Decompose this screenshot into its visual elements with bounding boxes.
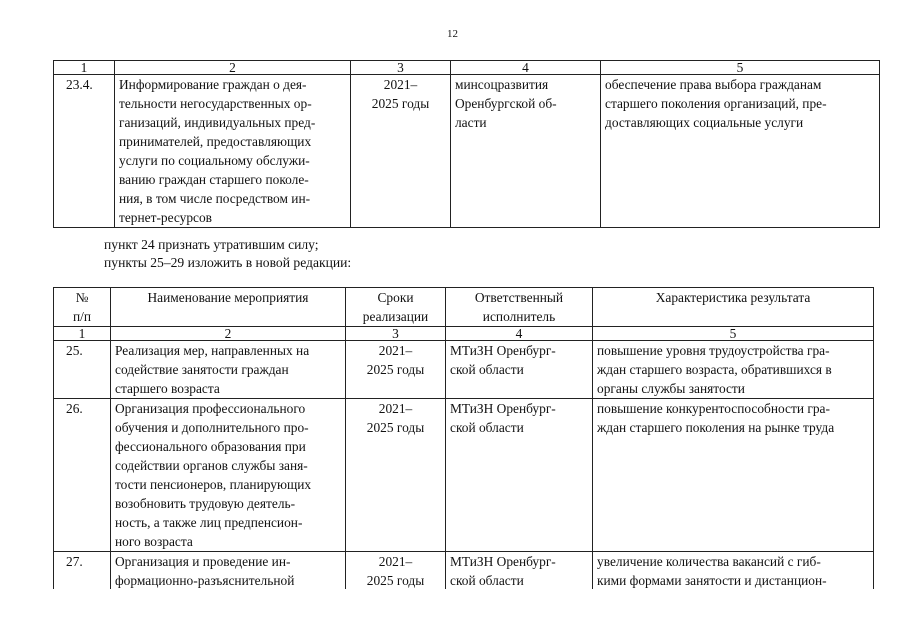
column-number-row [54, 327, 874, 341]
column-number-cell: 3 [351, 61, 451, 75]
result-cell: повышение конкурентоспособности гра- ждан старшего поколения на рынке труда [593, 399, 874, 552]
column-number-cell: 1 [54, 61, 115, 75]
period-cell: 2021– 2025 годы [346, 399, 446, 552]
executor-cell: МТиЗН Оренбург- ской области [446, 399, 593, 552]
activity-name: Информирование граждан о дея- тельности негосударственных ор- ганизаций, индивидуальных пред- принимателей, предоставляющих услуги по социальному обслужи- ванию граждан старшего поколе- ния, в том числе посредством ин- тернет-ресурсов [115, 75, 351, 228]
header-row [54, 288, 874, 327]
period-cell: 2021– 2025 годы [351, 75, 451, 228]
header-name: Наименование мероприятия [111, 288, 346, 327]
activity-name: Организация и проведение ин- формационно-разъяснительной [111, 552, 346, 610]
result-cell: увеличение количества вакансий с гиб- кими формами занятости и дистанцион- [593, 552, 874, 610]
amendment-note: пункты 25–29 изложить в новой редакции: [104, 255, 352, 270]
executor-cell: МТиЗН Оренбург- ской области [446, 552, 593, 610]
table-row [54, 341, 874, 399]
column-number-cell: 5 [601, 61, 880, 75]
row-number: 25. [54, 341, 111, 399]
row-number: 26. [54, 399, 111, 552]
column-number-cell: 2 [111, 327, 346, 341]
column-number-cell: 4 [451, 61, 601, 75]
measures-table [53, 287, 874, 610]
continuation-table [53, 60, 880, 228]
result-cell: обеспечение права выбора гражданам старшего поколения организаций, пре- доставляющих социальные услуги [601, 75, 880, 228]
column-number-row [54, 61, 880, 75]
header-executor: Ответственный исполнитель [446, 288, 593, 327]
row-number: 23.4. [54, 75, 115, 228]
column-number-cell: 5 [593, 327, 874, 341]
table-row [54, 399, 874, 552]
executor-cell: минсоцразвития Оренбургской об- ласти [451, 75, 601, 228]
page-bottom-margin [0, 589, 905, 640]
result-cell: повышение уровня трудоустройства гра- ждан старшего возраста, обратившихся в органы службы занятости [593, 341, 874, 399]
header-period: Сроки реализации [346, 288, 446, 327]
row-number: 27. [54, 552, 111, 610]
column-number-cell: 3 [346, 327, 446, 341]
period-cell: 2021– 2025 годы [346, 341, 446, 399]
column-number-cell: 2 [115, 61, 351, 75]
table-row [54, 75, 880, 228]
page-number: 12 [447, 28, 458, 40]
header-result: Характеристика результата [593, 288, 874, 327]
amendment-note: пункт 24 признать утратившим силу; [104, 237, 319, 252]
executor-cell: МТиЗН Оренбург- ской области [446, 341, 593, 399]
header-num: № п/п [54, 288, 111, 327]
column-number-cell: 1 [54, 327, 111, 341]
activity-name: Реализация мер, направленных на содействие занятости граждан старшего возраста [111, 341, 346, 399]
column-number-cell: 4 [446, 327, 593, 341]
activity-name: Организация профессионального обучения и дополнительного про- фессионального образования при содействии органов службы заня- тости пенсионеров, планирующих возобновить трудовую деятель- ность, а также лиц предпенсион- ного возраста [111, 399, 346, 552]
period-cell: 2021– 2025 годы [346, 552, 446, 610]
